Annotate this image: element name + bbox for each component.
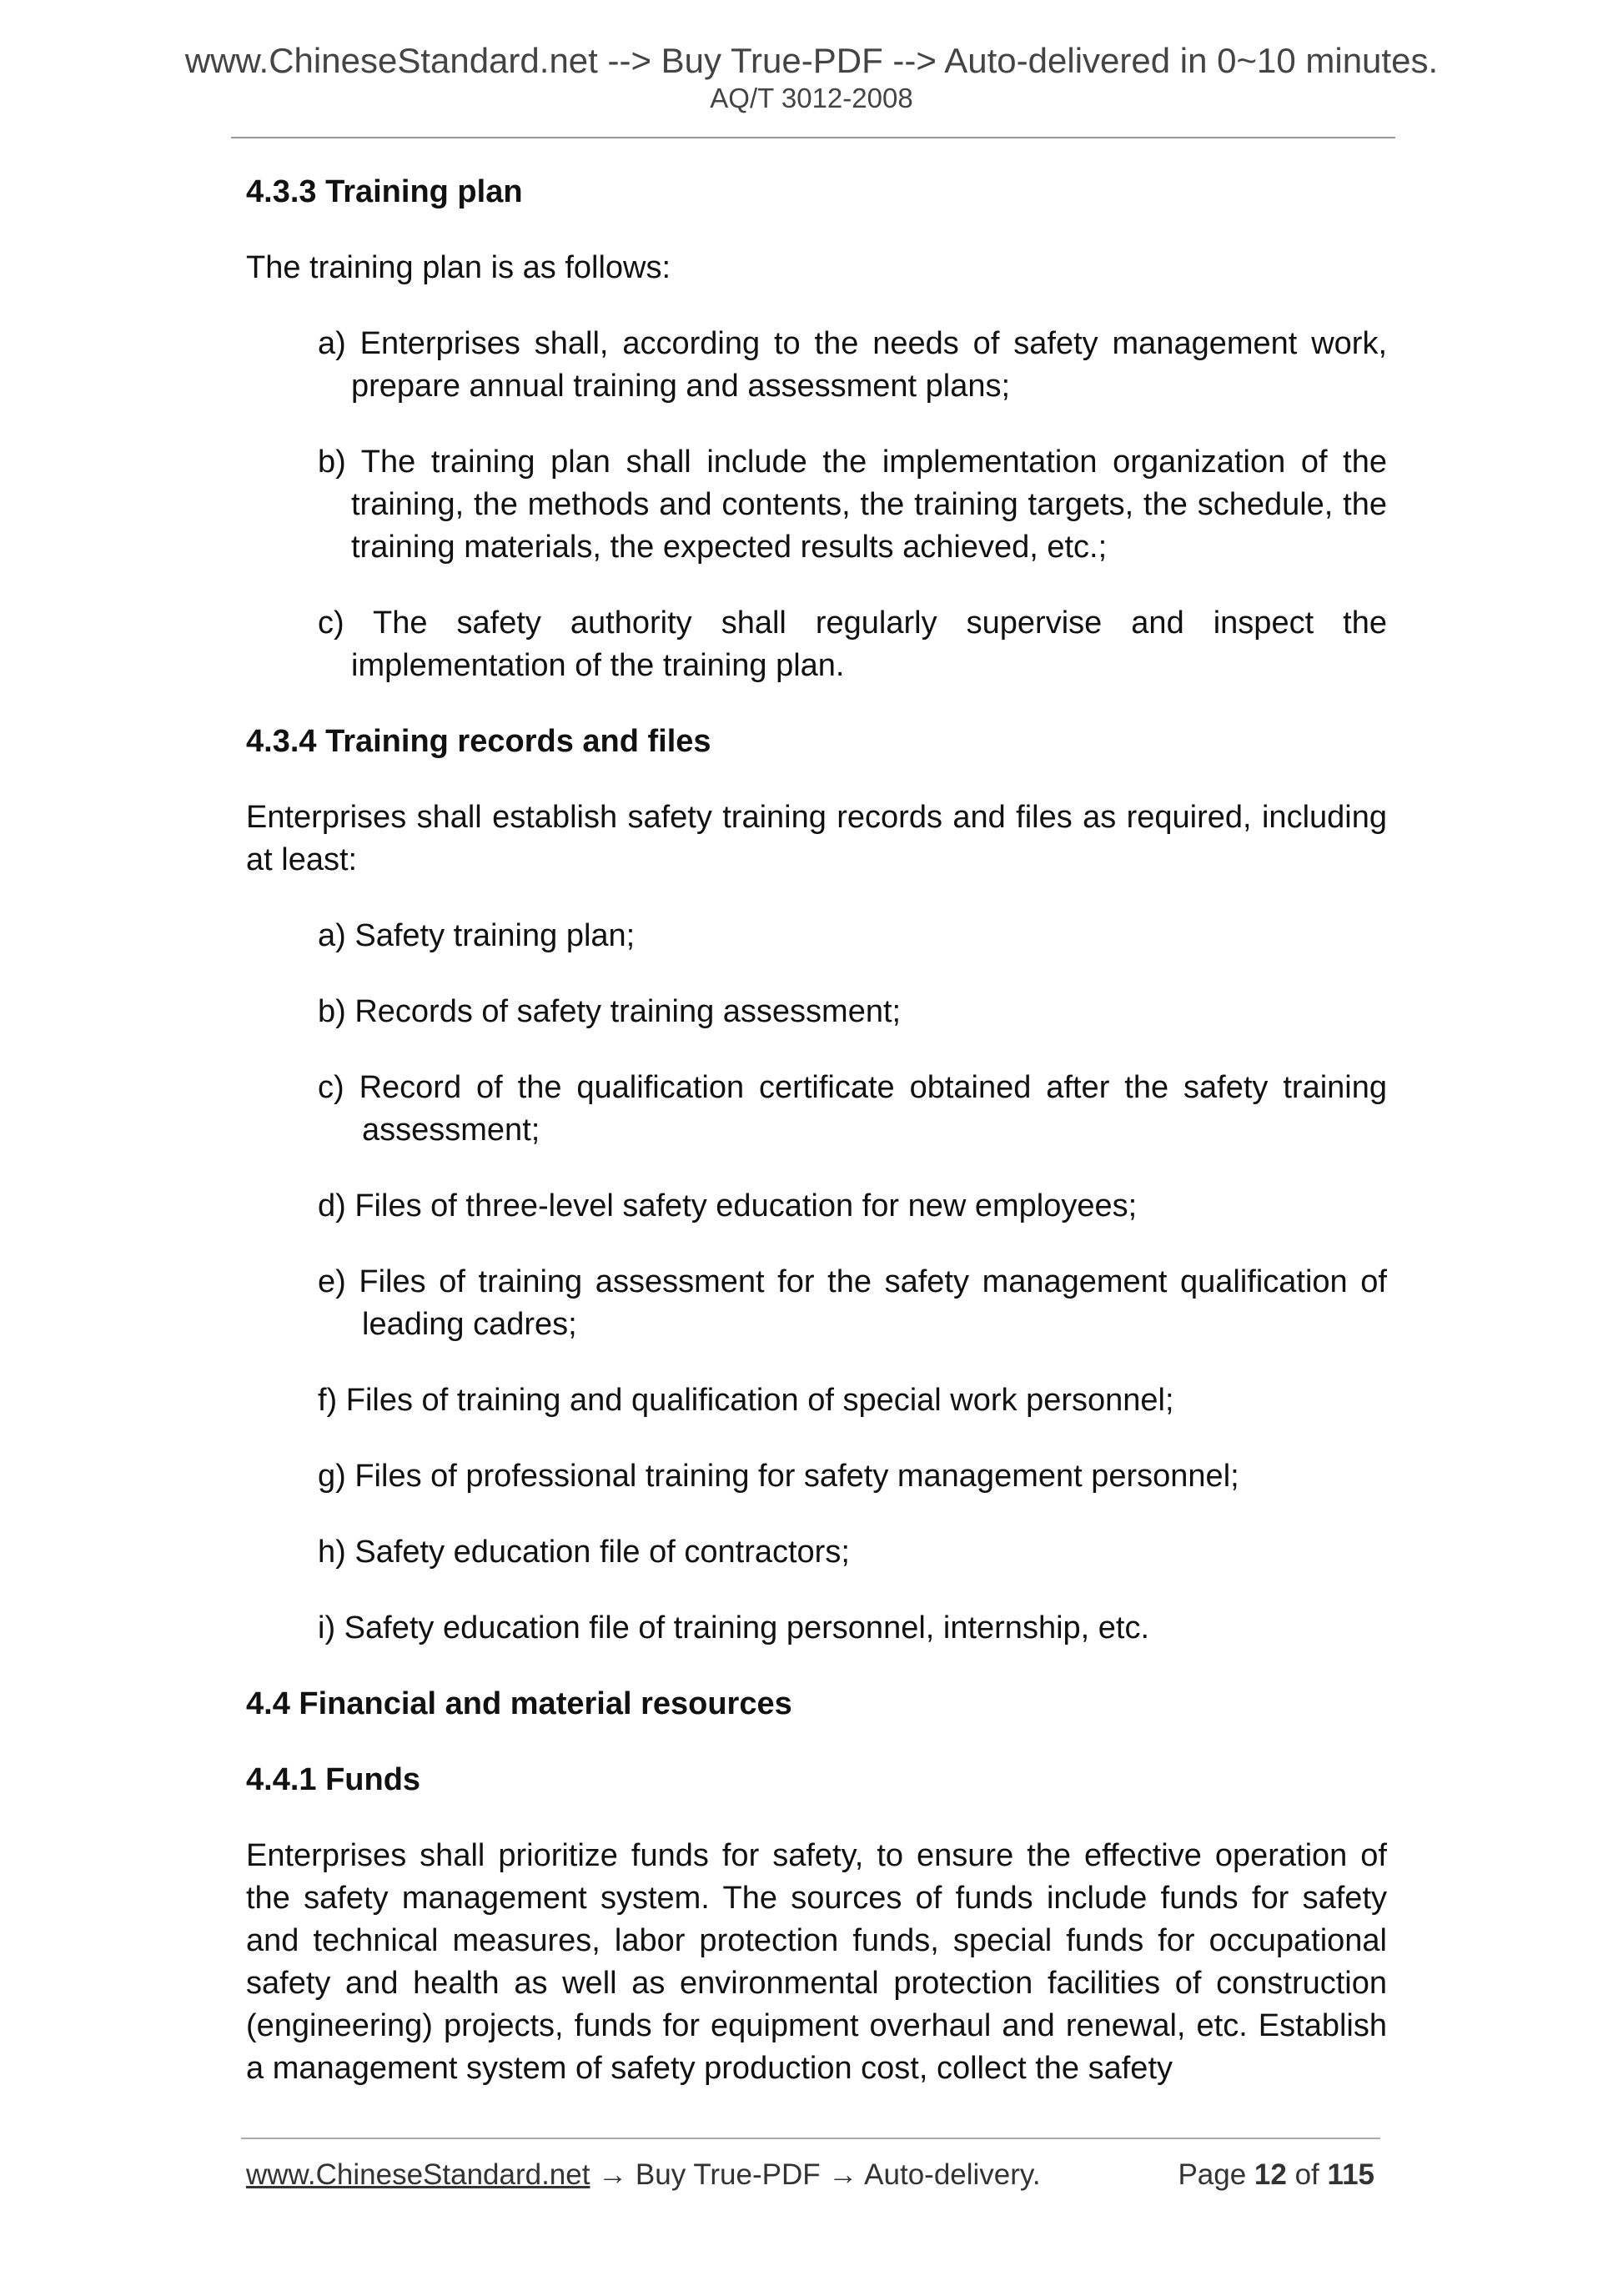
list-item-4-3-4-f: f) Files of training and qualification of special work personnel; [318,1383,1174,1418]
list-item-4-3-3-c: c) The safety authority shall regularly supervise and inspect the implementation of the training plan. [318,605,1387,683]
footer-tagline: → Buy True-PDF → Auto-delivery. [590,2158,1041,2191]
list-item-4-3-4-i: i) Safety education file of training personnel, internship, etc. [318,1610,1150,1645]
paragraph-4-4-1: Enterprises shall prioritize funds for safety, to ensure the effective operation of the safety management system. The sources of funds include funds for safety and technical measures, labor protection funds, special funds for occupational safety and health as well as environmental protection facilities of construction (engineering) projects, funds for equipment overhaul and renewal, etc. Establish a management system of safety production cost, collect the safety [246,1838,1387,2086]
list-item-4-3-4-g: g) Files of professional training for safety management personnel; [318,1459,1239,1494]
list-item-4-3-4-c: c) Record of the qualification certificate obtained after the safety training assessment; [318,1070,1387,1148]
list-item-4-3-4-a: a) Safety training plan; [318,918,636,953]
footer-divider [241,2138,1380,2139]
intro-4-3-3: The training plan is as follows: [246,250,671,285]
list-item-4-3-4-d: d) Files of three-level safety education for new employees; [318,1188,1138,1223]
list-item-4-3-3-b: b) The training plan shall include the implementation organization of the training, the methods and contents, the training targets, the schedule, the training materials, the expected results achieved, etc.; [318,445,1387,565]
list-item-4-3-4-e: e) Files of training assessment for the safety management qualification of leading cadres; [318,1264,1387,1342]
list-item-4-3-4-h: h) Safety education file of contractors; [318,1535,850,1570]
page-label: Page [1178,2158,1247,2191]
footer-site-link[interactable]: www.ChineseStandard.net [246,2158,590,2191]
heading-4-4: 4.4 Financial and material resources [246,1686,792,1721]
page-indicator [1178,2160,1374,2189]
header-divider [231,137,1395,138]
heading-4-3-3: 4.3.3 Training plan [246,174,523,209]
page-footer [246,2160,1374,2189]
list-item-4-3-4-b: b) Records of safety training assessment; [318,994,902,1029]
of-label: of [1294,2158,1319,2191]
intro-4-3-4: Enterprises shall establish safety training records and files as required, including at least: [246,800,1387,877]
document-body [246,171,1387,2123]
list-item-4-3-3-a: a) Enterprises shall, according to the needs of safety management work, prepare annual training and assessment plans; [318,326,1387,404]
standard-code: AQ/T 3012-2008 [710,83,913,113]
heading-4-4-1: 4.4.1 Funds [246,1762,421,1797]
page-total: 115 [1327,2158,1374,2191]
page-number: 12 [1254,2158,1287,2191]
top-banner: www.ChineseStandard.net --> Buy True-PDF --> Auto-delivered in 0~10 minutes. [184,41,1439,80]
heading-4-3-4: 4.3.4 Training records and files [246,724,711,759]
